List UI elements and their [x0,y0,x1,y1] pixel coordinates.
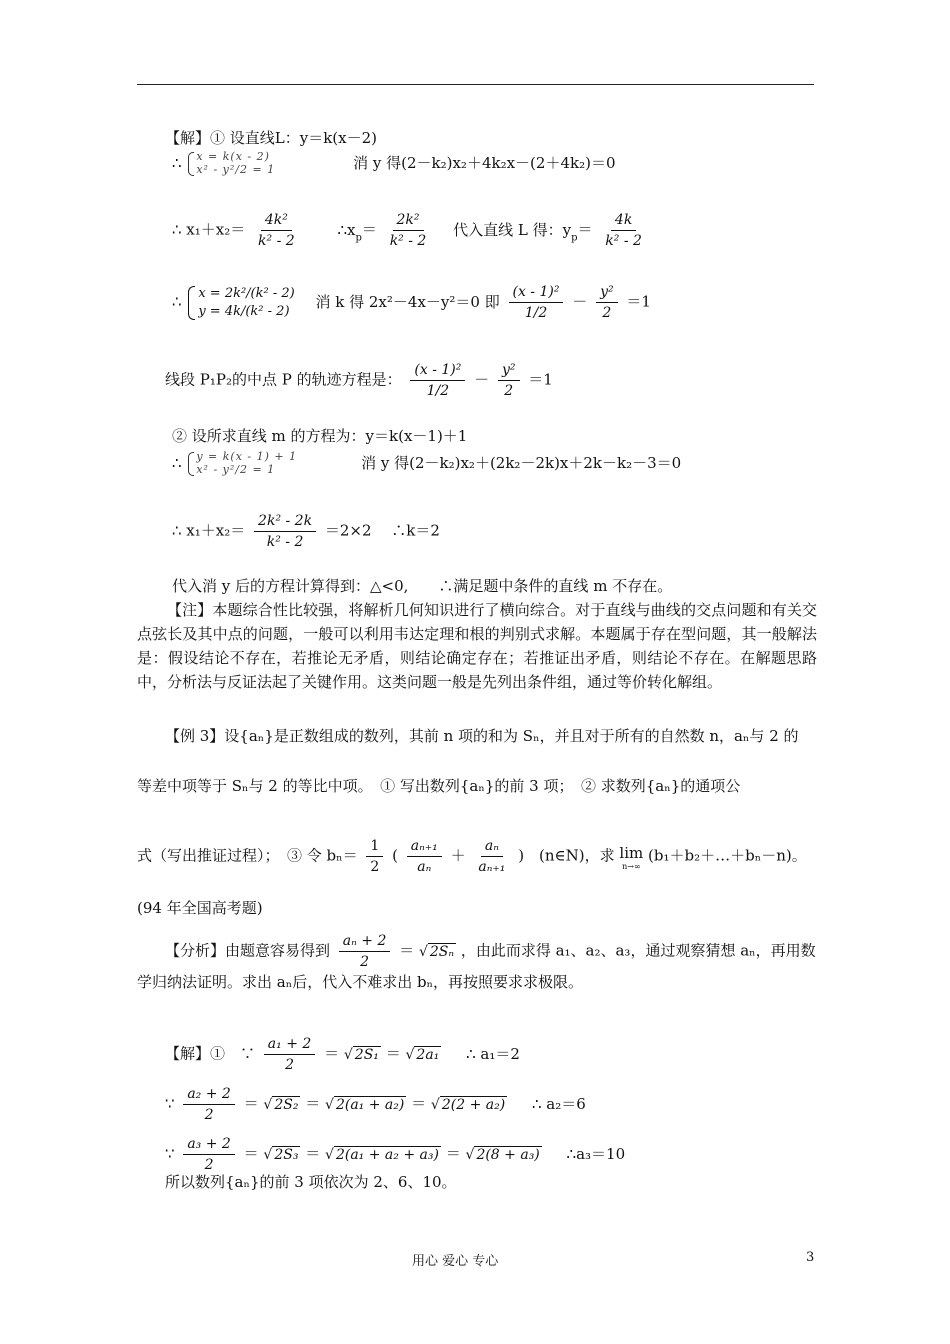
fraction: $\frac{\text{(x - 1)²}}{1/2}$ [410,362,465,399]
header-rule [137,84,814,85]
example3-line-1: 【例 3】设{aₙ}是正数组成的数列，其前 n 项的和为 Sₙ，并且对于所有的自然数 n，aₙ与 2 的 [165,727,799,745]
solution-line-2: ② 设所求直线 m 的方程为：y＝k(x－1)＋1 [172,427,468,445]
sqrt-expression: √ 2(a₁ + a₂ + a₃) [325,1146,439,1163]
sqrt-expression: √ 2(a₁ + a₂) [325,1096,405,1113]
example3-line-2: 等差中项等于 Sₙ与 2 的等比中项。 ① 写出数列{aₙ}的前 3 项； ② 求数列{aₙ}的通项公 [137,777,741,795]
limit-operator: lim n→∞ [619,843,644,871]
sqrt-expression: √ 2a₁ [405,1046,440,1063]
fraction: $\frac{\text{y²}}{2}$ [596,284,618,321]
sum-roots-line: ∴ x₁＋x₂＝ $\frac{\text{4k²}}{\text{k² - 2}}$ $\therefore x_p=$ $\frac{\text{2k²}}{\text{k² - 2}}$ 代入直线 L 得：$y_p=$ $\frac{4k}{\text{k² - 2}}$ [172,212,650,249]
parametric-system: x = 2k²/(k² - 2) y = 4k/(k² - 2) [186,285,294,321]
fraction: $\frac{\text{a₂ + 2}}{2}$ [183,1086,235,1123]
sqrt-expression: √ 2(2 + a₂) [430,1096,506,1113]
fraction: $\frac{\text{aₙ₊₁}}{\text{aₙ}}$ [407,838,442,875]
sum-roots-line-2: ∴ x₁＋x₂＝ $\frac{\text{2k² - 2k}}{\text{k² - 2}}$ ＝2×2 ∴k＝2 [172,513,440,550]
elimination-line-2: ∴ y = k(x - 1) + 1 x² - y²/2 = 1 消 y 得(2－k₂)x₂＋(2k₂－2k)x＋2k－k₂－3＝0 [172,450,682,476]
solution3-row-3: ∵ $\frac{\text{a₃ + 2}}{2}$ ＝ √ 2S₃ ＝ √ 2(a₁ + a₂ + a₃) ＝ √ 2(8 + a₃) ∴a₃＝10 [165,1136,626,1173]
analysis-line-2: 学归纳法证明。求出 aₙ后，代入不难求出 bₙ，再按照要求求极限。 [137,973,584,991]
parametric-line: ∴ x = 2k²/(k² - 2) y = 4k/(k² - 2) 消 k 得 2x²－4x－y²＝0 即 $\frac{\text{(x - 1)²}}{1/2}$ － $\frac{\text{y²}}{2}$ ＝1 [172,284,651,321]
equation-system-2: y = k(x - 1) + 1 x² - y²/2 = 1 [186,450,324,478]
fraction: $\frac{\text{aₙ}}{\text{aₙ₊₁}}$ [478,838,506,875]
example3-line-3: 式（写出推证过程）； ③ 令 bₙ＝ $\frac{1}{2}$ ( $\frac{\text{aₙ₊₁}}{\text{aₙ}}$ ＋ $\frac{\text{aₙ}}{\text{aₙ₊₁}}$ ) (n∈N)，求 lim n→∞ (b₁＋b₂＋…＋bₙ－n)。 [137,838,807,875]
elimination-line-1: ∴ x = k(x - 2) x² - y²/2 = 1 消 y 得(2－k₂)x₂＋4k₂x－(2＋4k₂)＝0 [172,150,616,176]
analysis-line-1: 【分析】由题意容易得到 $\frac{\text{aₙ + 2}}{2}$ ＝ √ 2Sₙ ，由此而求得 a₁、a₂、a₃，通过观察猜想 aₙ，再用数 [165,933,816,970]
sqrt-expression: √ 2S₂ [263,1096,299,1113]
fraction: $\frac{\text{4k²}}{\text{k² - 2}}$ [258,212,295,249]
note-paragraph: 【注】本题综合性比较强，将解析几何知识进行了横向综合。对于直线与曲线的交点问题和有关交点弦长及其中点的问题，一般可以利用韦达定理和根的判别式求解。本题属于存在型问题，其一般解法是：假设结论不存在，若推论无矛盾，则结论确定存在；若推证出矛盾，则结论不存在。在解题思路中，分析法与反证法起了关键作用。这类问题一般是先列出条件组，通过等价转化解组。 [137,601,817,691]
solution3-row-1: 【解】① ∵ $\frac{\text{a₁ + 2}}{2}$ ＝ √ 2S₁ ＝ √ 2a₁ ∴ a₁＝2 [165,1036,520,1073]
conclusion-line: 代入消 y 后的方程计算得到：△<0, ∴满足题中条件的直线 m 不存在。 [172,577,673,595]
solution3-row-2: ∵ $\frac{\text{a₂ + 2}}{2}$ ＝ √ 2S₂ ＝ √ 2(a₁ + a₂) ＝ √ 2(2 + a₂) ∴ a₂＝6 [165,1086,586,1123]
fraction: $\frac{\text{a₃ + 2}}{2}$ [183,1136,235,1173]
solution3-conclusion: 所以数列{aₙ}的前 3 项依次为 2、6、10。 [165,1173,457,1191]
fraction: $\frac{4k}{\text{k² - 2}}$ [605,212,642,249]
page-number: 3 [806,1250,815,1265]
sqrt-expression: √ 2S₁ [343,1046,379,1063]
sqrt-expression: √ 2S₃ [263,1146,299,1163]
locus-line: 线段 P₁P₂的中点 P 的轨迹方程是： $\frac{\text{(x - 1)²}}{1/2}$ － $\frac{\text{y²}}{2}$ ＝1 [165,362,553,399]
fraction: $\frac{\text{2k² - 2k}}{\text{k² - 2}}$ [254,513,316,550]
fraction: $\frac{\text{y²}}{2}$ [498,362,520,399]
footer-motto: 用心 爱心 专心 [412,1254,499,1269]
fraction: $\frac{\text{2k²}}{\text{k² - 2}}$ [389,212,427,249]
sqrt-expression: √ 2Sₙ [418,943,455,960]
example3-source: (94 年全国高考题) [137,899,263,917]
fraction: $\frac{\text{aₙ + 2}}{2}$ [339,933,391,970]
fraction: $\frac{\text{a₁ + 2}}{2}$ [264,1036,316,1073]
sqrt-expression: √ 2(8 + a₃) [465,1146,540,1163]
fraction: $\frac{1}{2}$ [366,838,383,875]
equation-system-1: x = k(x - 2) x² - y²/2 = 1 [186,150,324,178]
solution-line-1: 【解】① 设直线L：y＝k(x－2) [165,129,378,147]
fraction: $\frac{\text{(x - 1)²}}{1/2}$ [509,284,564,321]
